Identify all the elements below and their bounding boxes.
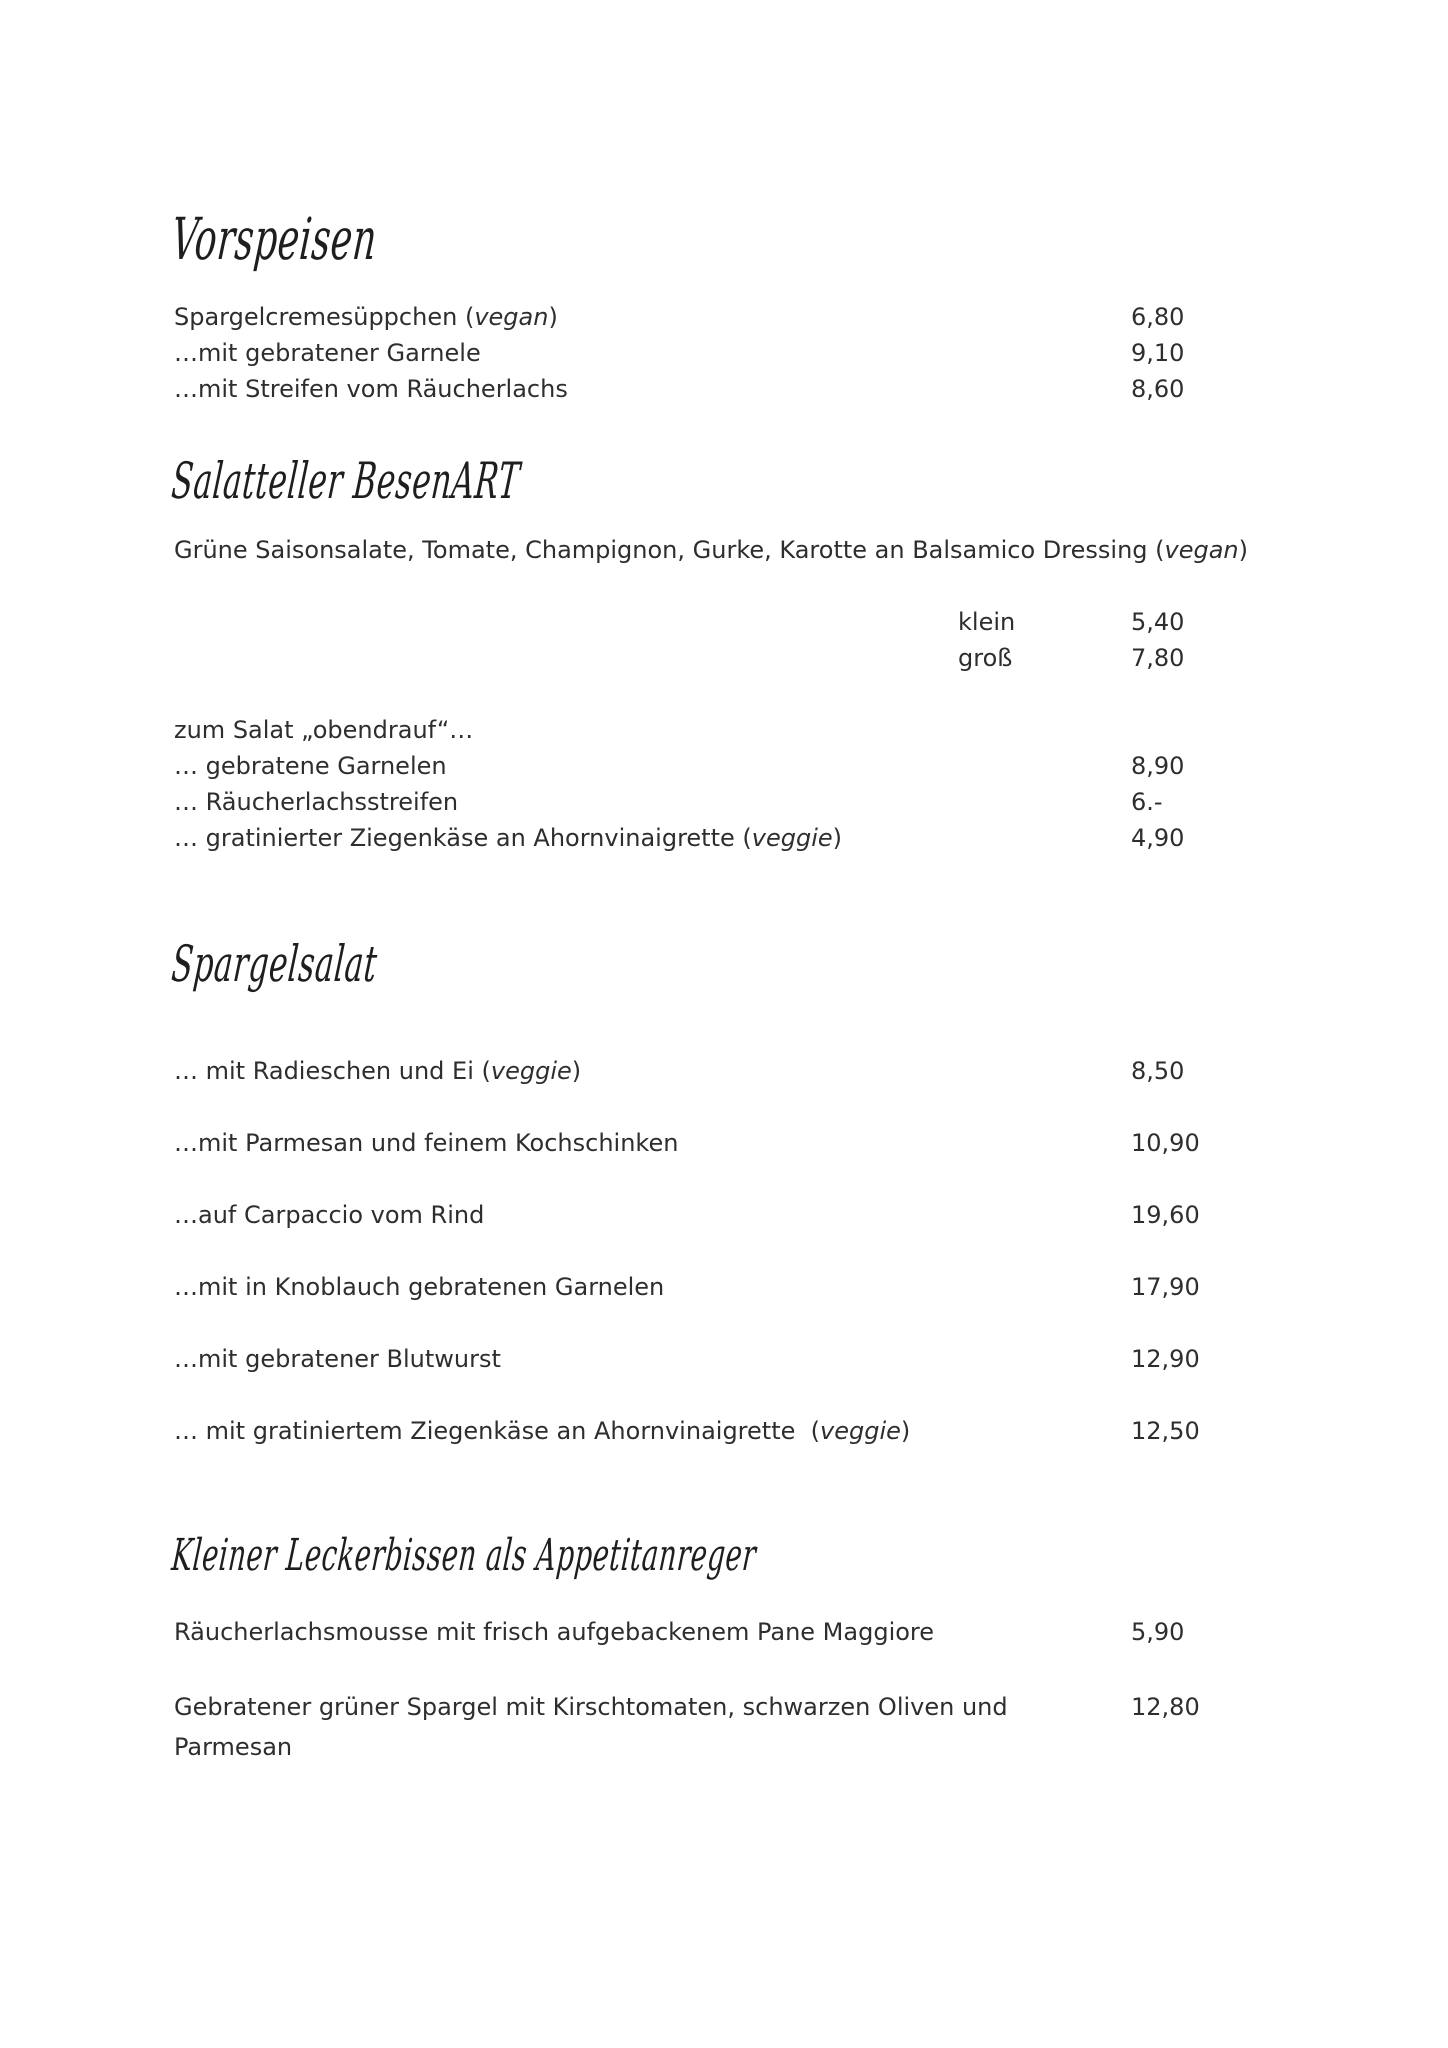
menu-item: … mit gratiniertem Ziegenkäse an Ahornvinaigrette (veggie) bbox=[174, 1417, 911, 1445]
menu-item bbox=[174, 1270, 664, 1304]
description-tag: vegan bbox=[1164, 536, 1239, 564]
item-price: 8,50 bbox=[1131, 1057, 1185, 1085]
description-text: Grüne Saisonsalate, Tomate, Champignon, Gurke, Karotte an Balsamico Dressing bbox=[174, 536, 1148, 564]
item-name: Räucherlachsmousse mit frisch aufgebackenem Pane Maggiore bbox=[174, 1618, 935, 1646]
item-price: 5,90 bbox=[1131, 1618, 1185, 1646]
item-price: 6,80 bbox=[1131, 303, 1185, 331]
menu-item bbox=[174, 1687, 1034, 1767]
menu-item bbox=[174, 372, 568, 406]
size-price: 7,80 bbox=[1131, 644, 1185, 672]
item-price: 6.- bbox=[1131, 788, 1163, 816]
item-tag: veggie bbox=[490, 1057, 572, 1085]
item-name: …auf Carpaccio vom Rind bbox=[174, 1201, 485, 1229]
item-price: 8,60 bbox=[1131, 375, 1185, 403]
menu-item bbox=[174, 1342, 501, 1376]
item-name: … mit Radieschen und Ei bbox=[174, 1057, 474, 1085]
item-name: Gebratener grüner Spargel mit Kirschtomaten, schwarzen Oliven und Parmesan bbox=[174, 1693, 1008, 1761]
item-tag: vegan bbox=[474, 303, 549, 331]
item-price: 4,90 bbox=[1131, 824, 1185, 852]
item-price: 9,10 bbox=[1131, 339, 1185, 367]
menu-item bbox=[174, 1198, 484, 1232]
menu-item: Spargelcremesüppchen (vegan) bbox=[174, 303, 558, 331]
item-price: 12,50 bbox=[1131, 1417, 1200, 1445]
section-title-leckerbissen: Kleiner Leckerbissen als Appetitanreger bbox=[169, 1530, 759, 1581]
item-name: … Räucherlachsstreifen bbox=[174, 788, 459, 816]
item-price: 19,60 bbox=[1131, 1201, 1200, 1229]
menu-item bbox=[174, 1126, 678, 1160]
addon-intro: zum Salat „obendrauf“… bbox=[174, 716, 474, 744]
item-name: …mit gebratener Garnele bbox=[174, 339, 481, 367]
item-name: …mit Streifen vom Räucherlachs bbox=[174, 375, 568, 403]
menu-item bbox=[174, 336, 481, 370]
item-price: 10,90 bbox=[1131, 1129, 1200, 1157]
item-price: 12,90 bbox=[1131, 1345, 1200, 1373]
section-title-spargelsalat: Spargelsalat bbox=[169, 935, 380, 993]
size-label: klein bbox=[958, 608, 1016, 636]
item-tag: veggie bbox=[820, 1417, 901, 1445]
item-tag: veggie bbox=[751, 824, 833, 852]
item-price: 8,90 bbox=[1131, 752, 1185, 780]
item-name: …mit gebratener Blutwurst bbox=[174, 1345, 501, 1373]
item-name: … gratinierter Ziegenkäse an Ahornvinaigrette bbox=[174, 824, 735, 852]
section-title-vorspeisen: Vorspeisen bbox=[169, 205, 380, 273]
addon-item bbox=[174, 785, 458, 819]
item-name: …mit in Knoblauch gebratenen Garnelen bbox=[174, 1273, 665, 1301]
item-name: … gebratene Garnelen bbox=[174, 752, 447, 780]
item-name: …mit Parmesan und feinem Kochschinken bbox=[174, 1129, 679, 1157]
item-price: 12,80 bbox=[1131, 1693, 1200, 1721]
item-price: 17,90 bbox=[1131, 1273, 1200, 1301]
addon-item: … gratinierter Ziegenkäse an Ahornvinaigrette (veggie) bbox=[174, 824, 843, 852]
section-title-salatteller: Salatteller BesenART bbox=[169, 452, 523, 510]
menu-item: … mit Radieschen und Ei (veggie) bbox=[174, 1057, 582, 1085]
item-name: Spargelcremesüppchen bbox=[174, 303, 458, 331]
addon-item bbox=[174, 749, 447, 783]
size-label: groß bbox=[958, 644, 1013, 672]
salad-description: Grüne Saisonsalate, Tomate, Champignon, Gurke, Karotte an Balsamico Dressing (vegan) bbox=[174, 536, 1249, 564]
menu-item bbox=[174, 1615, 934, 1649]
item-name: … mit gratiniertem Ziegenkäse an Ahornvinaigrette bbox=[174, 1417, 796, 1445]
size-price: 5,40 bbox=[1131, 608, 1185, 636]
